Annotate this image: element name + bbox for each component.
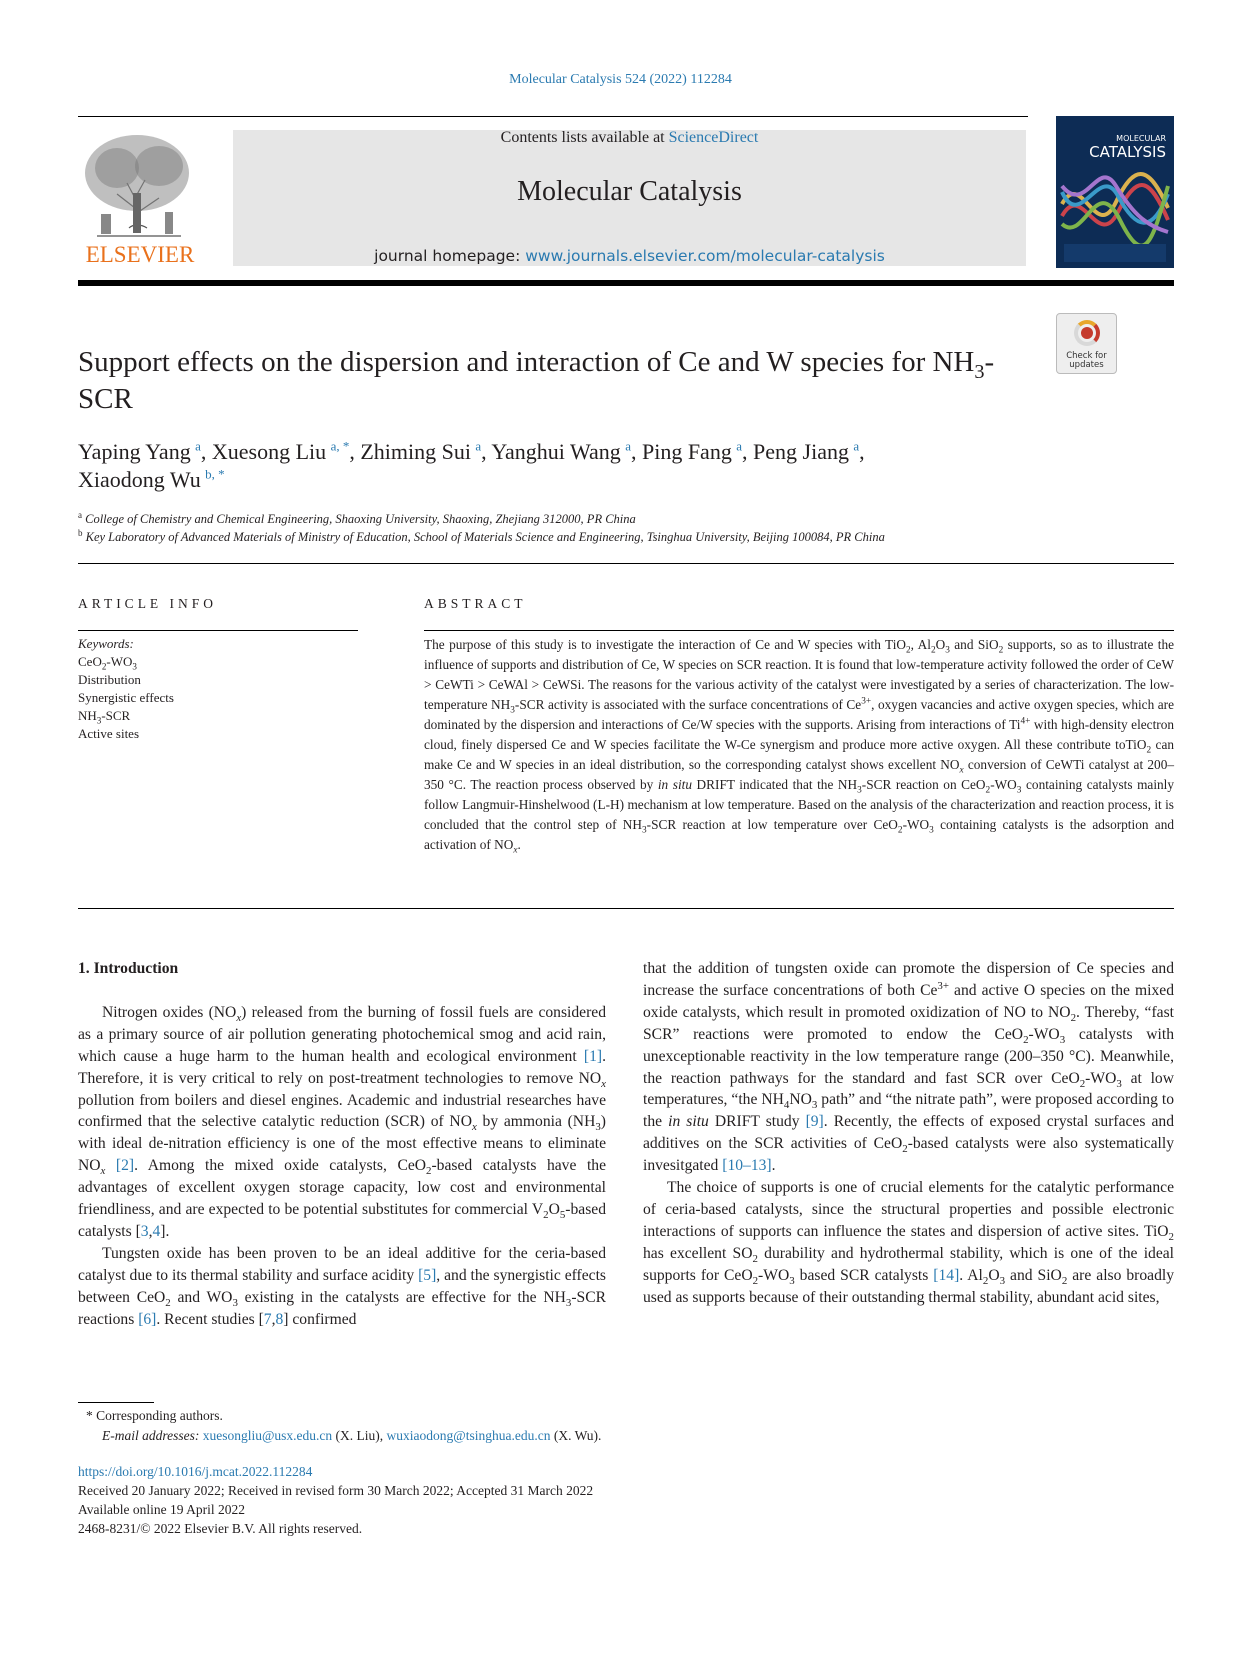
affiliation-item <box>78 528 1168 546</box>
citation-link[interactable]: 8 <box>275 1310 284 1328</box>
email-label: E-mail addresses: <box>102 1428 200 1443</box>
affiliation-mark: a <box>78 509 82 520</box>
text-segment: -WO <box>990 777 1017 792</box>
text-segment: 2 <box>998 645 1004 656</box>
text-segment: and SiO <box>1005 1266 1062 1284</box>
text-segment: with high-density electron cloud, finely dispersed Ce and W species facilitate the W-Ce synergism and produce more active oxygen. All these contribute toTiO <box>424 717 1174 752</box>
text-segment: 2 <box>1168 1230 1174 1243</box>
author-separator: , <box>481 439 492 464</box>
text-segment: -based catalysts [ <box>78 1201 606 1240</box>
text-segment: . Therefore, it is very critical to rely on post-treatment technologies to remove NO <box>78 1047 606 1087</box>
text-segment: 2 <box>1023 1033 1029 1046</box>
author-name[interactable]: Xiaodong Wu <box>78 467 201 492</box>
text-segment: , <box>148 1222 153 1240</box>
author-affiliation-mark[interactable]: a <box>853 438 860 454</box>
text-segment: 3+ <box>861 696 872 707</box>
text-segment: 3 <box>945 645 950 656</box>
article-info-heading: ARTICLE INFO <box>78 596 218 611</box>
abstract-rule <box>424 630 1174 631</box>
author-name[interactable]: Yaping Yang <box>78 439 191 464</box>
author-separator: , <box>200 439 212 464</box>
text-segment: can make Ce and W species in an ideal distribution, so the corresponding catalyst shows excellent NO <box>424 737 1174 772</box>
text-segment: 3+ <box>937 979 949 992</box>
text-segment: . Among the mixed oxide catalysts, CeO <box>134 1157 427 1175</box>
text-segment: ) with ideal de-nitration efficiency is one of the most effective means to eliminate NO <box>78 1113 606 1175</box>
author-affiliation-mark[interactable]: a <box>475 438 482 454</box>
text-segment: 3 <box>595 1121 601 1134</box>
keyword-item <box>78 725 358 743</box>
text-segment: in situ <box>657 777 692 792</box>
keyword-part: NH <box>78 708 97 723</box>
citation-link[interactable]: [5] <box>418 1266 437 1284</box>
text-segment: 3 <box>789 1274 795 1287</box>
author-affiliation-mark[interactable]: a <box>195 438 201 454</box>
header-top-rule <box>78 116 1028 117</box>
keywords-block <box>78 635 358 743</box>
section-heading: 1. Introduction <box>78 960 179 977</box>
text-segment: x <box>601 1077 606 1090</box>
body-left-column <box>78 958 606 1331</box>
text-segment: The purpose of this study is to investigate the interaction of Ce and W species with TiO <box>424 637 906 652</box>
text-segment: pollution from boilers and diesel engines. Academic and industrial researches have confirmed that the selective catalytic reduction (SCR) of NO <box>78 1091 606 1131</box>
body-right-column <box>643 958 1174 1309</box>
text-segment: 2 <box>752 1274 759 1287</box>
text-segment: x <box>100 1165 106 1178</box>
text-segment: 2 <box>426 1165 432 1178</box>
contents-line <box>233 129 1026 147</box>
header-thick-rule <box>78 280 1174 286</box>
text-segment: ) released from the burning of fossil fuels are considered as a primary source of air pollution generating photochemical smog and acid rain, which cause a huge harm to the human health and ecological environment <box>78 1003 606 1065</box>
check-for-updates-button[interactable] <box>1056 313 1117 374</box>
keyword-part: Active sites <box>78 726 140 741</box>
author-name[interactable]: Ping Fang <box>641 439 732 464</box>
keyword-item <box>78 653 358 671</box>
abstract-end-rule <box>78 908 1174 909</box>
body-paragraph <box>78 1243 606 1331</box>
text-segment: 3 <box>929 825 934 836</box>
author-name[interactable]: Xuesong Liu <box>211 439 327 464</box>
text-segment: 2 <box>1061 1274 1068 1287</box>
keyword-item <box>78 671 358 689</box>
author-affiliation-mark[interactable]: a <box>625 438 631 454</box>
text-segment: -WO <box>1028 1025 1060 1043</box>
journal-reference[interactable]: Molecular Catalysis 524 (2022) 112284 <box>509 72 732 87</box>
text-segment: 3 <box>565 1296 572 1309</box>
footnote-rule <box>78 1402 154 1403</box>
text-segment: -SCR reaction at low temperature over CeO <box>646 817 898 832</box>
text-segment: -SCR activity is associated with the surface concentrations of Ce <box>514 697 862 712</box>
author-affiliation-mark[interactable]: a <box>736 438 743 454</box>
text-segment: 5 <box>559 1209 566 1222</box>
text-segment: x <box>959 765 964 776</box>
keyword-item <box>78 707 358 725</box>
author-name[interactable]: Zhiming Sui <box>360 439 471 464</box>
text-segment: Nitrogen oxides (NO <box>102 1003 237 1021</box>
keywords-label: Keywords: <box>78 636 134 651</box>
author-separator: , <box>630 439 642 464</box>
citation-link[interactable]: [1] <box>583 1047 603 1065</box>
text-segment: containing catalysts mainly follow Langmuir-Hinshelwood (L-H) mechanism at low temperature. Based on the analysis of the characterization and reaction process, it is concluded that the control step of NH <box>424 777 1174 832</box>
text-segment: . Thereby, “fast SCR” reactions were promoted to endow the CeO <box>643 1003 1174 1043</box>
homepage-prefix: journal homepage: <box>374 247 526 265</box>
body-paragraph <box>643 958 1174 1177</box>
text-segment: 4+ <box>1020 716 1031 727</box>
citation-link[interactable]: 7 <box>263 1310 272 1328</box>
text-segment: . Al <box>959 1266 983 1284</box>
text-segment: -based catalysts have the advantages of excellent oxygen storage capacity, low cost and environmental friendliness, and are expected to be potential substitutes for commercial V <box>78 1157 606 1219</box>
text-segment: 3 <box>1116 1077 1122 1090</box>
text-segment: O <box>935 637 946 652</box>
text-segment: NO <box>789 1091 812 1109</box>
citation-link[interactable]: [14] <box>933 1266 960 1284</box>
keyword-part: Distribution <box>78 672 141 687</box>
sciencedirect-link[interactable]: ScienceDirect <box>668 129 759 146</box>
text-segment: Tungsten oxide has been proven to be an ideal additive for the ceria-based catalyst due to its thermal stability and surface acidity <box>78 1244 606 1284</box>
text-segment: x <box>471 1121 477 1134</box>
text-segment: by ammonia (NH <box>476 1113 596 1131</box>
affiliation-mark: b <box>78 527 83 538</box>
text-segment: , Al <box>910 637 931 652</box>
body-paragraph <box>643 1177 1174 1308</box>
copyright-line: 2468-8231/© 2022 Elsevier B.V. All rights reserved. <box>78 1521 363 1536</box>
text-segment: 2 <box>165 1296 171 1309</box>
text-segment: . <box>771 1157 776 1175</box>
text-segment: -WO <box>902 817 930 832</box>
text-segment: are also broadly used as supports because of their outstanding thermal stability, abundant acid sites, <box>643 1266 1175 1306</box>
citation-link[interactable]: [6] <box>138 1310 157 1328</box>
text-segment: containing catalysts is the adsorption and activation of NO <box>424 817 1174 852</box>
text-segment: -WO <box>1085 1069 1117 1087</box>
author-separator: , <box>349 439 361 464</box>
affiliation-text: College of Chemistry and Chemical Engineering, Shaoxing University, Shaoxing, Zhejiang 312000, PR China <box>82 512 636 526</box>
affiliation-list <box>78 510 1168 546</box>
publication-info <box>78 1462 1078 1538</box>
text-segment: 2 <box>982 1274 989 1287</box>
homepage-link[interactable]: www.journals.elsevier.com/molecular-catalysis <box>525 247 885 265</box>
email-liu-name: (X. Liu), <box>332 1428 387 1443</box>
text-segment: 3 <box>510 705 515 716</box>
text-segment: 2 <box>897 825 903 836</box>
info-top-rule <box>78 563 1174 564</box>
text-segment: ]. <box>160 1222 170 1240</box>
title-main: Support effects on the dispersion and interaction of Ce and W species for NH <box>78 346 975 378</box>
body-paragraph <box>78 1002 606 1243</box>
text-segment: DRIFT indicated that the NH <box>691 777 858 792</box>
keyword-part: -WO <box>106 654 133 669</box>
text-segment: at low temperatures, “the NH <box>643 1069 1174 1109</box>
bookmark-icon <box>1081 327 1093 339</box>
footnotes <box>78 1406 1078 1446</box>
author-affiliation-mark[interactable]: a, * <box>330 438 350 454</box>
text-segment: and SiO <box>949 637 999 652</box>
text-segment: -SCR reaction on CeO <box>861 777 986 792</box>
citation-link[interactable]: [10–13] <box>722 1157 772 1175</box>
text-segment: and active O species on the mixed oxide catalysts, which result in promoted oxidization of NO to NO <box>643 981 1174 1021</box>
email-link-wu[interactable]: wuxiaodong@tsinghua.edu.cn <box>386 1428 551 1443</box>
article-title <box>78 344 1038 418</box>
corresponding-note: * Corresponding authors. <box>86 1408 223 1423</box>
email-line <box>78 1426 1078 1446</box>
text-segment: -based catalysts were also systematically invesitgated <box>643 1135 1174 1175</box>
cover-title-big: CATALYSIS <box>1089 143 1166 161</box>
text-segment: ] confirmed <box>283 1310 357 1328</box>
text-segment: 2 <box>1079 1077 1086 1090</box>
text-segment: , and the synergistic effects between CeO <box>78 1266 606 1306</box>
elsevier-tree-logo <box>77 128 203 268</box>
author-separator: , <box>742 439 754 464</box>
citation-link[interactable]: [2] <box>115 1157 135 1175</box>
text-segment: x <box>236 1012 242 1025</box>
doi-link[interactable]: https://doi.org/10.1016/j.mcat.2022.112284 <box>78 1464 313 1479</box>
author-list <box>78 438 1038 494</box>
text-segment: DRIFT study <box>708 1113 806 1131</box>
text-segment: conversion of CeWTi catalyst at 200–350 °C. The reaction process observed by <box>424 757 1174 792</box>
text-segment: O <box>988 1266 1000 1284</box>
keyword-part: Synergistic effects <box>78 690 174 705</box>
text-segment: x <box>513 845 518 856</box>
text-segment: catalysts with unexceptionable reactivity in the low temperature range (200–350 °C). Meanwhile, the reaction pathways for the standard and fast SCR over CeO <box>643 1025 1174 1087</box>
text-segment: path” and “the nitrate path”, were proposed according to the <box>643 1091 1174 1131</box>
elsevier-wordmark: ELSEVIER <box>85 242 195 267</box>
text-segment <box>105 1157 116 1174</box>
text-segment: . Recent studies [ <box>156 1310 264 1328</box>
author-name[interactable]: Yanghui Wang <box>491 439 621 464</box>
text-segment: 2 <box>543 1209 549 1222</box>
journal-title: Molecular Catalysis <box>517 176 742 207</box>
text-segment: 3 <box>999 1274 1006 1287</box>
text-segment: supports, so as to illustrate the influence of supports and distribution of Ce, W species on SCR reaction. It is found that low-temperature activity followed the order of CeW > CeWTi > CeWAl > CeWSi. The reasons for the various activity of the catalyst were investigated by a series of characterization. The low-temperature NH <box>424 637 1174 712</box>
keyword-part: 3 <box>132 661 137 672</box>
text-segment: 2 <box>752 1252 758 1265</box>
text-segment: , <box>271 1310 276 1328</box>
available-online: Available online 19 April 2022 <box>78 1502 245 1517</box>
text-segment: -SCR reactions <box>78 1288 606 1328</box>
abstract-text <box>424 635 1174 855</box>
journal-cover-image <box>1056 116 1174 268</box>
text-segment: 3 <box>857 785 862 796</box>
text-segment: based SCR catalysts <box>794 1266 934 1284</box>
text-segment: 3 <box>1059 1033 1066 1046</box>
affiliation-item <box>78 510 1168 528</box>
homepage-line <box>233 247 1026 265</box>
text-segment: 2 <box>902 1143 908 1156</box>
text-segment: -WO <box>758 1266 790 1284</box>
text-segment: that the addition of tungsten oxide can promote the dispersion of Ce species and increase the surface concentrations of both Ce <box>643 960 1174 999</box>
keyword-item <box>78 689 358 707</box>
text-segment: and WO <box>170 1288 233 1306</box>
text-segment: . Recently, the effects of exposed crystal surfaces and additives on the SCR activities of CeO <box>643 1113 1174 1153</box>
text-segment: 3 <box>1016 785 1022 796</box>
keyword-part: 3 <box>96 715 102 726</box>
text-segment: 2 <box>930 645 936 656</box>
received-dates: Received 20 January 2022; Received in revised form 30 March 2022; Accepted 31 March 2022 <box>78 1483 594 1498</box>
keyword-part: CeO <box>78 654 102 669</box>
text-segment: 2 <box>1070 1011 1077 1024</box>
contents-prefix: Contents lists available at <box>500 129 669 146</box>
author-name[interactable]: Peng Jiang <box>753 439 849 464</box>
text-segment: 2 <box>1146 745 1152 756</box>
left-paragraphs <box>78 1002 606 1331</box>
text-segment: durability and hydrothermal stability, which is one of the ideal supports for CeO <box>643 1244 1174 1284</box>
text-segment: has excellent SO <box>643 1244 753 1262</box>
affiliation-text: Key Laboratory of Advanced Materials of Ministry of Education, School of Materials Science and Engineering, Tsinghua University, Beijing 100084, PR China <box>82 530 885 544</box>
text-segment: 3 <box>232 1296 238 1309</box>
keyword-list <box>78 653 358 743</box>
title-end: -SCR <box>78 346 995 415</box>
text-segment: The choice of supports is one of crucial elements for the catalytic performance of ceria-based catalysts, since the structural properties and possible electronic interactions of supports can influence the states and dispersion of active sites. TiO <box>643 1179 1174 1240</box>
text-segment: 3 <box>811 1099 818 1112</box>
text-segment: , oxygen vacancies and active oxygen species, which are dominated by the dispersion and interactions of Ce/W species with the supports. Arising from interactions of Ti <box>424 697 1174 732</box>
citation-link[interactable]: 4 <box>152 1222 161 1240</box>
email-wu-name: (X. Wu). <box>550 1428 602 1443</box>
text-segment: 2 <box>985 785 991 796</box>
article-info-rule <box>78 630 358 631</box>
cover-title-small: MOLECULAR <box>1116 134 1166 143</box>
citation-link[interactable]: 3 <box>140 1222 149 1240</box>
author-affiliation-mark[interactable]: b, * <box>205 466 225 482</box>
email-link-liu[interactable]: xuesongliu@usx.edu.cn <box>202 1428 333 1443</box>
keyword-part: 2 <box>101 661 107 672</box>
text-segment: . <box>517 837 521 852</box>
text-segment: O <box>548 1201 560 1219</box>
text-segment: 2 <box>906 645 911 656</box>
abstract-heading: ABSTRACT <box>424 596 527 611</box>
keyword-part: -SCR <box>101 708 131 723</box>
check-updates-label: Check for updates <box>1066 351 1107 370</box>
author-separator: , <box>859 439 865 464</box>
citation-link[interactable]: [9] <box>805 1113 824 1131</box>
title-subscript: 3 <box>974 360 985 383</box>
text-segment: existing in the catalysts are effective for the NH <box>237 1288 566 1306</box>
text-segment: 3 <box>642 825 647 836</box>
text-segment: 4 <box>783 1099 790 1112</box>
text-segment: in situ <box>668 1113 709 1131</box>
